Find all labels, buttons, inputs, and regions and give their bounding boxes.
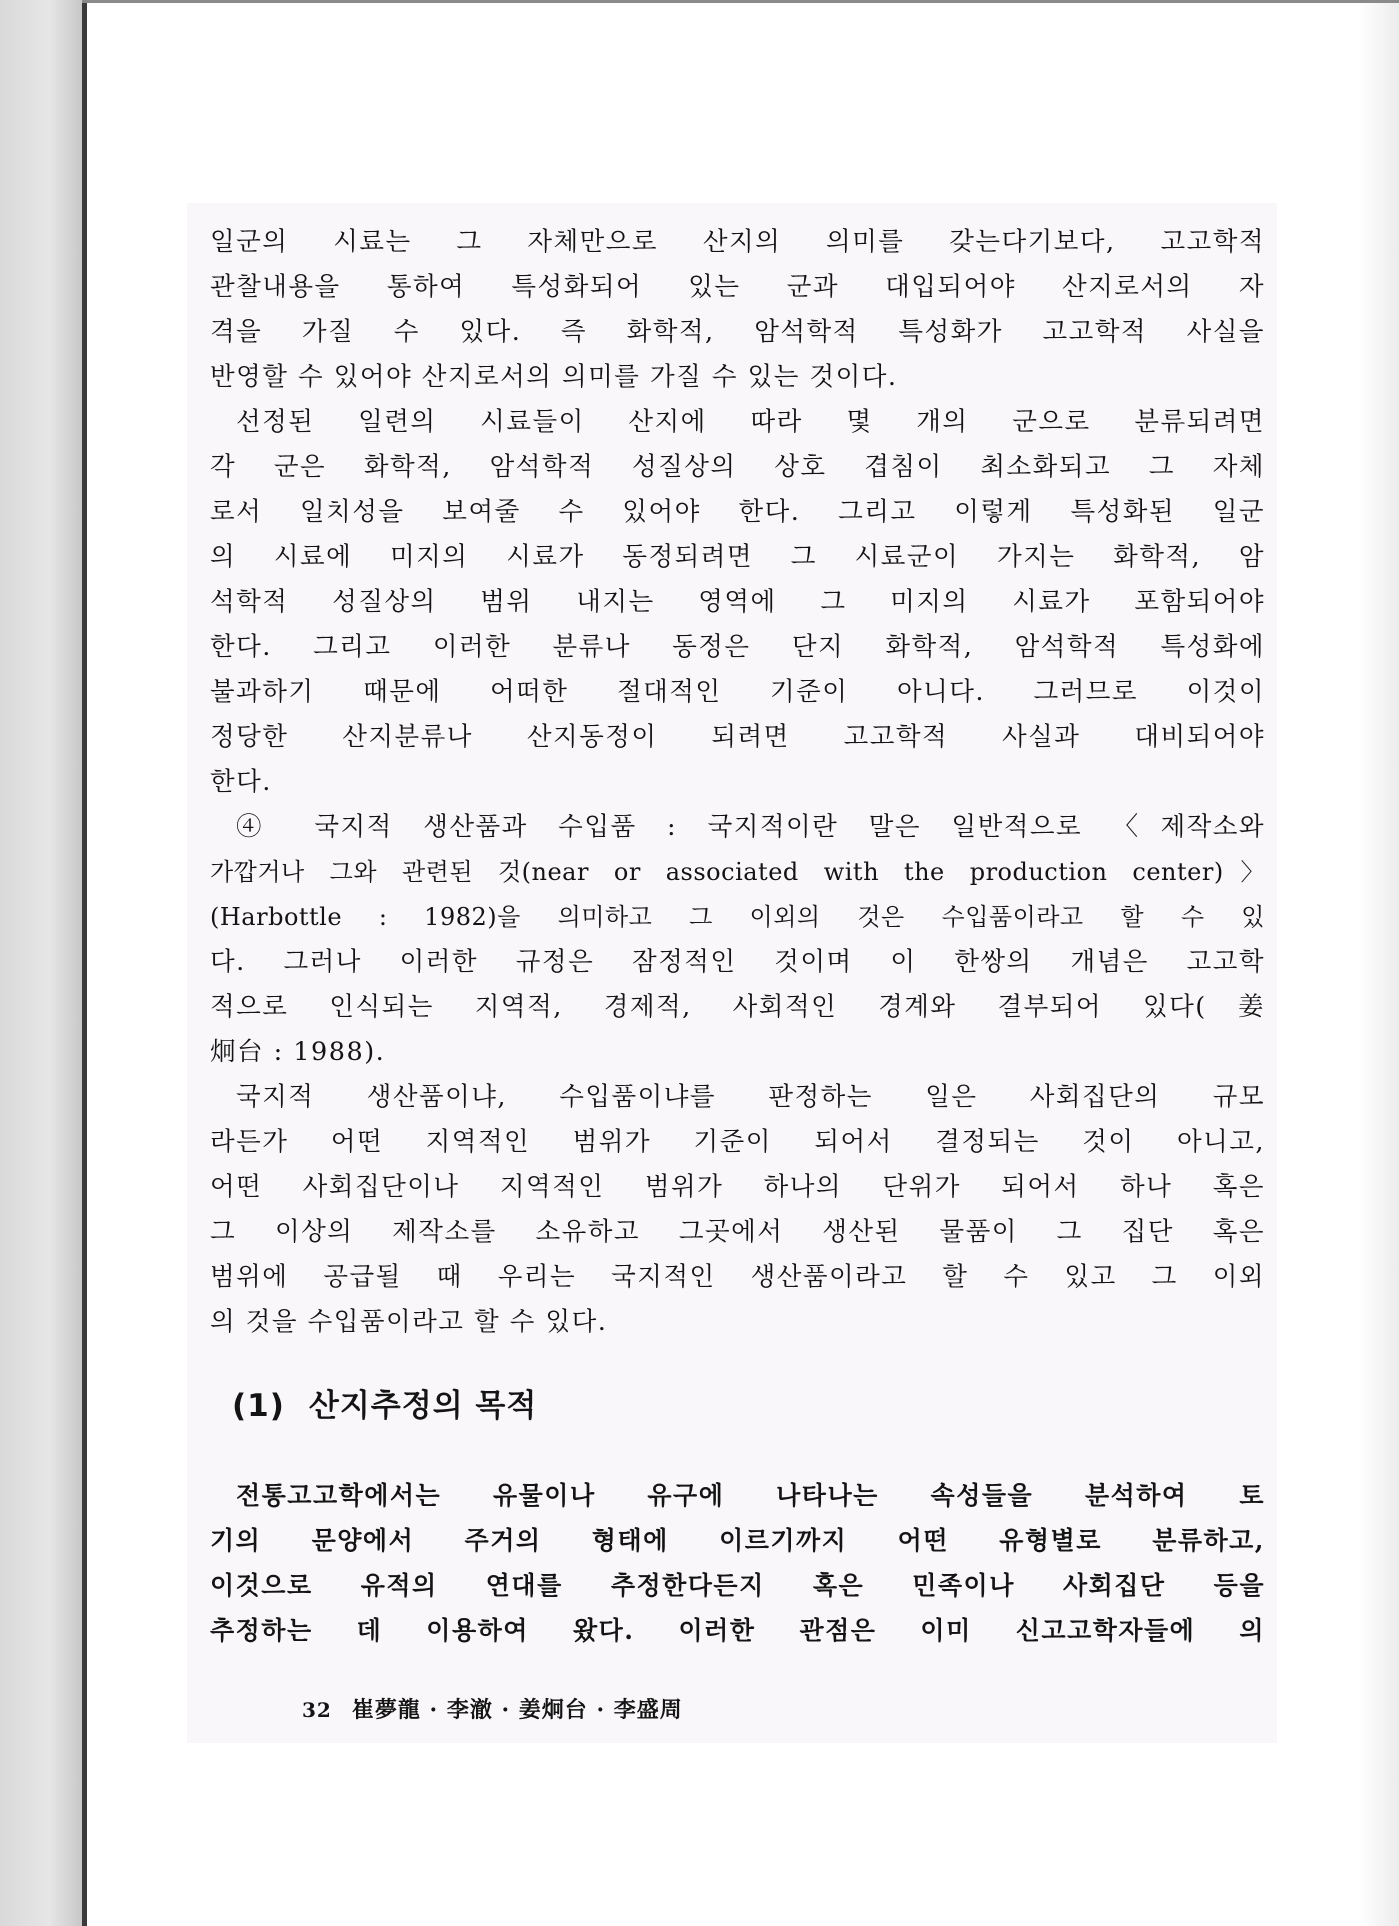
text-line: 적으로 인식되는 지역적, 경제적, 사회적인 경계와 결부되어 있다(姜 bbox=[210, 992, 1265, 1022]
page-left-edge bbox=[82, 0, 87, 1926]
section-title: 산지추정의 목적 bbox=[308, 1388, 538, 1424]
section-number: (1) bbox=[232, 1388, 285, 1424]
text-line: 일군의 시료는 그 자체만으로 산지의 의미를 갖는다기보다, 고고학적 bbox=[210, 227, 1265, 257]
text-line: 선정된 일련의 시료들이 산지에 따라 몇 개의 군으로 분류되려면 bbox=[236, 407, 1265, 437]
viewer-left-margin bbox=[0, 0, 82, 1926]
text-line: 전통고고학에서는 유물이나 유구에 나타나는 속성들을 분석하여 토 bbox=[236, 1481, 1265, 1510]
body-text-bottom bbox=[210, 1473, 1265, 1653]
text-line: 의 것을 수입품이라고 할 수 있다. bbox=[210, 1307, 608, 1337]
text-line: 추정하는 데 이용하여 왔다. 이러한 관점은 이미 신고고학자들에 의 bbox=[210, 1616, 1265, 1645]
text-line: (Harbottle : 1982)을 의미하고 그 이외의 것은 수입품이라고 할 수 있 bbox=[210, 903, 1265, 931]
text-line: 관찰내용을 통하여 특성화되어 있는 군과 대입되어야 산지로서의 자 bbox=[210, 272, 1265, 302]
text-line: 다. 그러나 이러한 규정은 잠정적인 것이며 이 한쌍의 개념은 고고학 bbox=[210, 947, 1265, 977]
text-line: 한다. bbox=[210, 767, 272, 797]
viewer-right-margin bbox=[1359, 0, 1399, 1926]
text-line: 로서 일치성을 보여줄 수 있어야 한다. 그리고 이렇게 특성화된 일군 bbox=[210, 497, 1265, 527]
page-footer bbox=[302, 1693, 683, 1724]
text-line: 석학적 성질상의 범위 내지는 영역에 그 미지의 시료가 포함되어야 bbox=[210, 587, 1265, 617]
text-line: ④ 국지적 생산품과 수입품 : 국지적이란 말은 일반적으로 〈제작소와 bbox=[236, 812, 1265, 842]
text-line: 炯台 : 1988). bbox=[210, 1037, 386, 1067]
text-line: 가깝거나 그와 관련된 것(near or associated with the production center)〉 bbox=[210, 858, 1265, 886]
text-line: 기의 문양에서 주거의 형태에 이르기까지 어떤 유형별로 분류하고, bbox=[210, 1526, 1265, 1555]
text-line: 라든가 어떤 지역적인 범위가 기준이 되어서 결정되는 것이 아니고, bbox=[210, 1127, 1265, 1157]
page-top-edge bbox=[82, 0, 1399, 3]
text-line: 어떤 사회집단이나 지역적인 범위가 하나의 단위가 되어서 하나 혹은 bbox=[210, 1172, 1265, 1202]
text-line: 불과하기 때문에 어떠한 절대적인 기준이 아니다. 그러므로 이것이 bbox=[210, 677, 1265, 707]
text-line: 정당한 산지분류나 산지동정이 되려면 고고학적 사실과 대비되어야 bbox=[210, 722, 1265, 752]
text-line: 각 군은 화학적, 암석학적 성질상의 상호 겹침이 최소화되고 그 자체 bbox=[210, 452, 1265, 482]
footer-authors: 崔夢龍 · 李澈 · 姜炯台 · 李盛周 bbox=[351, 1697, 683, 1723]
text-line: 범위에 공급될 때 우리는 국지적인 생산품이라고 할 수 있고 그 이외 bbox=[210, 1262, 1265, 1292]
text-line: 반영할 수 있어야 산지로서의 의미를 가질 수 있는 것이다. bbox=[210, 362, 898, 392]
text-line: 그 이상의 제작소를 소유하고 그곳에서 생산된 물품이 그 집단 혹은 bbox=[210, 1217, 1265, 1247]
text-line: 의 시료에 미지의 시료가 동정되려면 그 시료군이 가지는 화학적, 암 bbox=[210, 542, 1265, 572]
text-line: 격을 가질 수 있다. 즉 화학적, 암석학적 특성화가 고고학적 사실을 bbox=[210, 317, 1265, 347]
text-line: 이것으로 유적의 연대를 추정한다든지 혹은 민족이나 사회집단 등을 bbox=[210, 1571, 1265, 1600]
text-line: 한다. 그리고 이러한 분류나 동정은 단지 화학적, 암석학적 특성화에 bbox=[210, 632, 1265, 662]
body-text-top bbox=[210, 220, 1265, 1345]
text-line: 국지적 생산품이냐, 수입품이냐를 판정하는 일은 사회집단의 규모 bbox=[236, 1082, 1265, 1112]
page-number: 32 bbox=[302, 1698, 332, 1722]
section-heading bbox=[232, 1380, 537, 1425]
